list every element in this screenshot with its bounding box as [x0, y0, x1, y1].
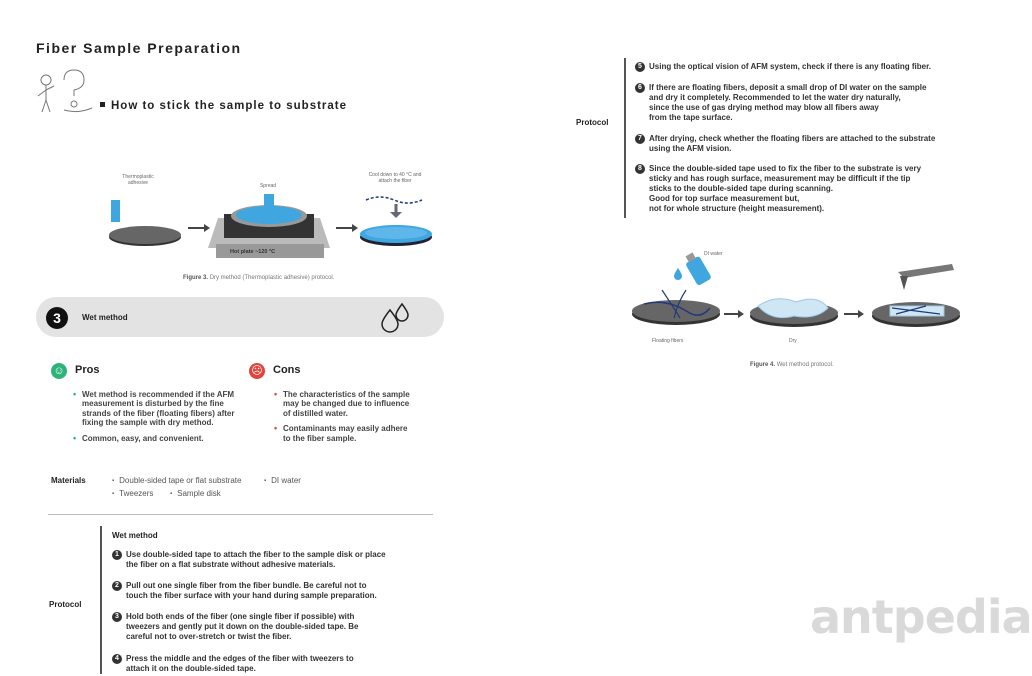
label-hot-plate: Hot plate ~120 °C: [230, 249, 276, 255]
protocol-step: 5 Using the optical vision of AFM system, check if there is any floating fiber.: [635, 62, 931, 72]
label-di-water: DI water: [704, 251, 723, 257]
afm-cantilever-icon: [898, 264, 954, 278]
section-subtitle: How to stick the sample to substrate: [100, 100, 347, 112]
protocol-label: Protocol: [49, 600, 82, 609]
cons-list: [283, 390, 413, 449]
fiber-icon: [366, 197, 422, 203]
section-number-badge: 3: [46, 307, 68, 329]
protocol-step: 1 Use double-sided tape to attach the fiber to the sample disk or place the fiber on a flat substrate without adhesive materials.: [112, 550, 386, 570]
adhesive-stick-icon: [111, 200, 120, 222]
wet-method-title: Wet method: [82, 313, 128, 322]
material-item: ▪ Sample disk: [170, 489, 221, 498]
list-item: • Common, easy, and convenient.: [82, 434, 242, 443]
pros-title: Pros: [75, 364, 100, 376]
list-item: • Wet method is recommended if the AFM measurement is disturbed by the fine strands of the fiber (floating fibers) after fixing the sample with dry method.: [82, 390, 242, 428]
label-cool: Cool down to 40 °C and attach the fiber: [368, 172, 422, 184]
divider: [48, 514, 433, 515]
thinking-person-icon: [34, 66, 92, 114]
page-title: Fiber Sample Preparation: [36, 40, 242, 56]
list-item: • Contaminants may easily adhere to the fiber sample.: [283, 424, 413, 443]
arrow-down-icon: [390, 212, 402, 218]
cons-title: Cons: [273, 364, 301, 376]
protocol-bar: [100, 526, 102, 674]
smile-face-icon: ☺: [51, 363, 67, 379]
material-item: ▪ Double-sided tape or flat substrate: [112, 476, 241, 485]
protocol-step: 3 Hold both ends of the fiber (one single fiber if possible) with tweezers and gently put it down on the double-sided tape. Be careful not to over-stretch or twist the fiber.: [112, 612, 358, 642]
material-item: ▪ DI water: [264, 476, 301, 485]
protocol-step: 6 If there are floating fibers, deposit a small drop of DI water on the sample and dry it completely. Recommended to let the water dry naturally, since the use of gas drying method may blow all fibers away from the tape surface.: [635, 83, 926, 123]
sample-disk-top-icon: [109, 226, 181, 244]
watermark-logo: antpedia: [810, 590, 1032, 644]
protocol-step: 8 Since the double-sided tape used to fix the fiber to the substrate is very sticky and has rough surface, measurement may be difficult if the tip sticks to the double-sided tape during scanning. Good for top surface measurement but, not for whole structure (height measurement).: [635, 164, 921, 214]
water-drop-icon: [674, 268, 682, 280]
figure4-illustration: [626, 250, 966, 340]
dried-water-icon: [758, 299, 828, 318]
protocol-heading: Wet method: [112, 531, 158, 540]
label-dry: Dry: [789, 338, 797, 344]
water-drops-icon: [378, 302, 412, 334]
figure4-caption: Figure 4. Wet method protocol.: [750, 362, 834, 368]
protocol-step: 2 Pull out one single fiber from the fiber bundle. Be careful not to touch the fiber surface with your hand during sample preparation.: [112, 581, 377, 601]
label-thermoplastic: Thermoplastic adhesive: [122, 174, 154, 186]
protocol-step: 7 After drying, check whether the floating fibers are attached to the substrate using the AFM vision.: [635, 134, 935, 154]
figure3-caption: Figure 3. Dry method (Thermoplastic adhesive) protocol.: [183, 275, 335, 281]
dropper-bottle-icon: [682, 250, 712, 286]
protocol-bar: [624, 58, 626, 218]
protocol-label: Protocol: [576, 118, 609, 127]
label-floating: Floating fibers: [652, 338, 684, 344]
materials-label: Materials: [51, 476, 86, 485]
list-item: • The characteristics of the sample may be changed due to influence of distilled water.: [283, 390, 413, 418]
sad-face-icon: ☹: [249, 363, 265, 379]
protocol-step: 4 Press the middle and the edges of the fiber with tweezers to attach it on the double-sided tape.: [112, 654, 354, 674]
square-bullet-icon: [100, 102, 105, 107]
pros-list: [82, 390, 242, 449]
label-spread: Spread: [259, 183, 277, 189]
material-item: ▪ Tweezers: [112, 489, 153, 498]
afm-tip-icon: [900, 276, 908, 290]
